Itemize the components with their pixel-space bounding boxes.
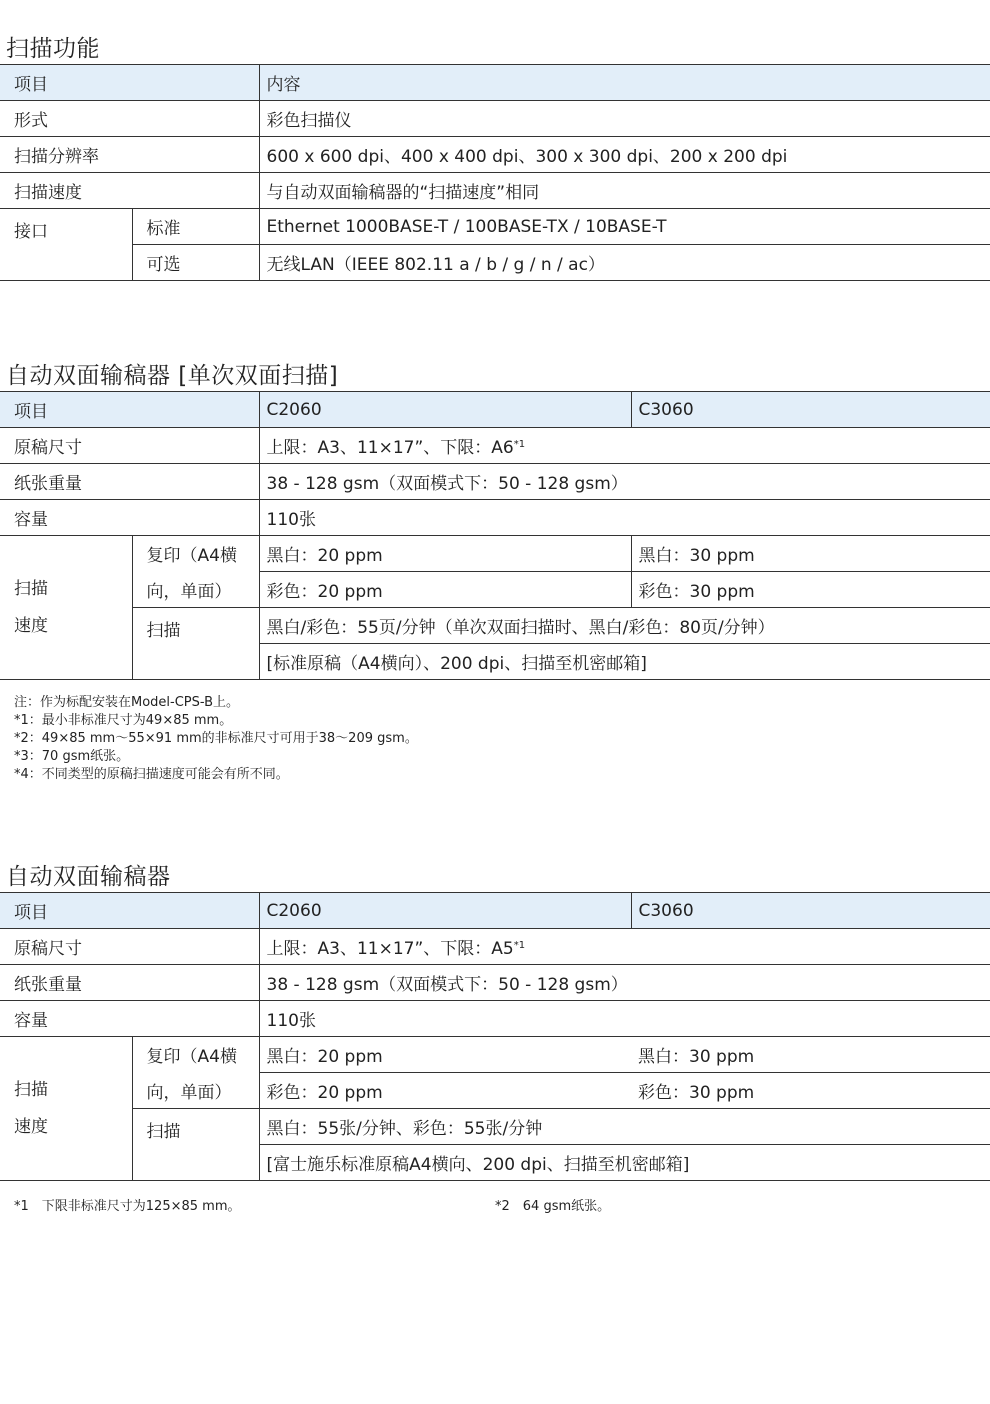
copy-bw-c2060: 黑白：20 ppm — [259, 1037, 631, 1073]
scan-function-table — [0, 64, 990, 281]
scan-condition: [富士施乐标准原稿A4横向、200 dpi、扫描至机密邮箱] — [259, 1145, 990, 1181]
copy-label-line: 向，单面） — [132, 1073, 259, 1109]
adf-single-pass-table — [0, 391, 990, 680]
copy-bw-c3060: 黑白：30 ppm — [631, 1037, 990, 1073]
speed-label-line: 扫描 — [14, 1079, 48, 1100]
scan-value: 黑白：55张/分钟、彩色：55张/分钟 — [259, 1109, 990, 1145]
note-line: *4：不同类型的原稿扫描速度可能会有所不同。 — [14, 767, 289, 782]
footnote-marker: *1 — [513, 940, 526, 951]
row-label: 容量 — [0, 500, 259, 536]
table-header-row — [0, 65, 990, 101]
section-title-scan-function: 扫描功能 — [6, 36, 100, 62]
row-value: 彩色扫描仪 — [259, 101, 990, 137]
header-item: 项目 — [0, 392, 259, 428]
header-item: 项目 — [0, 65, 259, 101]
table-row — [0, 245, 990, 281]
note-line: *2：49×85 mm～55×91 mm的非标准尺寸可用于38～209 gsm。 — [14, 731, 418, 746]
speed-label-line: 速度 — [14, 1116, 48, 1137]
row-label: 纸张重量 — [0, 464, 259, 500]
table-row — [0, 608, 990, 644]
speed-label-line: 扫描 — [14, 578, 48, 599]
table-row — [0, 137, 990, 173]
scan-value: 黑白/彩色：55页/分钟（单次双面扫描时、黑白/彩色：80页/分钟） — [259, 608, 990, 644]
row-label: 纸张重量 — [0, 965, 259, 1001]
footnote-2: *2 64 gsm纸张。 — [495, 1199, 611, 1214]
row-label: 容量 — [0, 1001, 259, 1037]
table-row — [0, 536, 990, 572]
header-c2060: C2060 — [259, 893, 631, 929]
footnote-marker: *1 — [513, 439, 526, 450]
row-label: 扫描速度 — [0, 173, 259, 209]
table-row — [0, 965, 990, 1001]
footnote-1: *1 下限非标准尺寸为125×85 mm。 — [14, 1199, 241, 1214]
table-row — [0, 1073, 990, 1109]
row-label: 形式 — [0, 101, 259, 137]
table-header-row — [0, 392, 990, 428]
row-value — [259, 929, 990, 965]
header-item: 项目 — [0, 893, 259, 929]
header-c3060: C3060 — [631, 392, 990, 428]
interface-std-value: Ethernet 1000BASE-T / 100BASE-TX / 10BASE-T — [259, 209, 990, 245]
scan-condition: [标准原稿（A4横向）、200 dpi、扫描至机密邮箱] — [259, 644, 990, 680]
table-row — [0, 101, 990, 137]
adf-table — [0, 892, 990, 1181]
section-title-adf: 自动双面输稿器 — [6, 864, 171, 890]
copy-bw-c3060: 黑白：30 ppm — [631, 536, 990, 572]
table-row — [0, 173, 990, 209]
interface-opt-label: 可选 — [132, 245, 259, 281]
row-label: 扫描分辨率 — [0, 137, 259, 173]
copy-color-c2060: 彩色：20 ppm — [259, 1073, 631, 1109]
table-header-row — [0, 893, 990, 929]
interface-std-label: 标准 — [132, 209, 259, 245]
note-line: 注：作为标配安装在Model-CPS-B上。 — [14, 695, 240, 710]
table-row — [0, 1109, 990, 1145]
copy-color-c2060: 彩色：20 ppm — [259, 572, 631, 608]
table-row — [0, 500, 990, 536]
table-row — [0, 1001, 990, 1037]
copy-color-c3060: 彩色：30 ppm — [631, 572, 990, 608]
row-label: 原稿尺寸 — [0, 929, 259, 965]
header-content: 内容 — [259, 65, 990, 101]
speed-label-line: 速度 — [14, 615, 48, 636]
row-value: 110张 — [259, 1001, 990, 1037]
speed-label — [0, 1037, 132, 1181]
copy-label-line: 向，单面） — [132, 572, 259, 608]
row-value: 600 x 600 dpi、400 x 400 dpi、300 x 300 dpi、200 x 200 dpi — [259, 137, 990, 173]
speed-label — [0, 536, 132, 680]
row-value: 38 - 128 gsm（双面模式下：50 - 128 gsm） — [259, 965, 990, 1001]
header-c2060: C2060 — [259, 392, 631, 428]
row-value: 与自动双面输稿器的“扫描速度”相同 — [259, 173, 990, 209]
row-value: 110张 — [259, 500, 990, 536]
table-row — [0, 209, 990, 245]
header-c3060: C3060 — [631, 893, 990, 929]
scan-label: 扫描 — [132, 608, 259, 680]
row-label: 原稿尺寸 — [0, 428, 259, 464]
size-value: 上限：A3、11×17”、下限：A6 — [266, 438, 514, 458]
row-value — [259, 428, 990, 464]
copy-label-line: 复印（A4横 — [132, 536, 259, 572]
notes-block — [14, 694, 418, 784]
note-line: *1：最小非标准尺寸为49×85 mm。 — [14, 713, 233, 728]
copy-bw-c2060: 黑白：20 ppm — [259, 536, 631, 572]
section-title-adf-single-pass: 自动双面输稿器 [单次双面扫描] — [6, 363, 339, 389]
size-value: 上限：A3、11×17”、下限：A5 — [266, 939, 514, 959]
table-row — [0, 464, 990, 500]
table-row — [0, 572, 990, 608]
copy-color-c3060: 彩色：30 ppm — [631, 1073, 990, 1109]
table-row — [0, 929, 990, 965]
table-row — [0, 1037, 990, 1073]
scan-label: 扫描 — [132, 1109, 259, 1181]
interface-label: 接口 — [0, 209, 132, 281]
interface-opt-value: 无线LAN（IEEE 802.11 a / b / g / n / ac） — [259, 245, 990, 281]
table-row — [0, 428, 990, 464]
row-value: 38 - 128 gsm（双面模式下：50 - 128 gsm） — [259, 464, 990, 500]
copy-label-line: 复印（A4横 — [132, 1037, 259, 1073]
note-line: *3：70 gsm纸张。 — [14, 749, 130, 764]
